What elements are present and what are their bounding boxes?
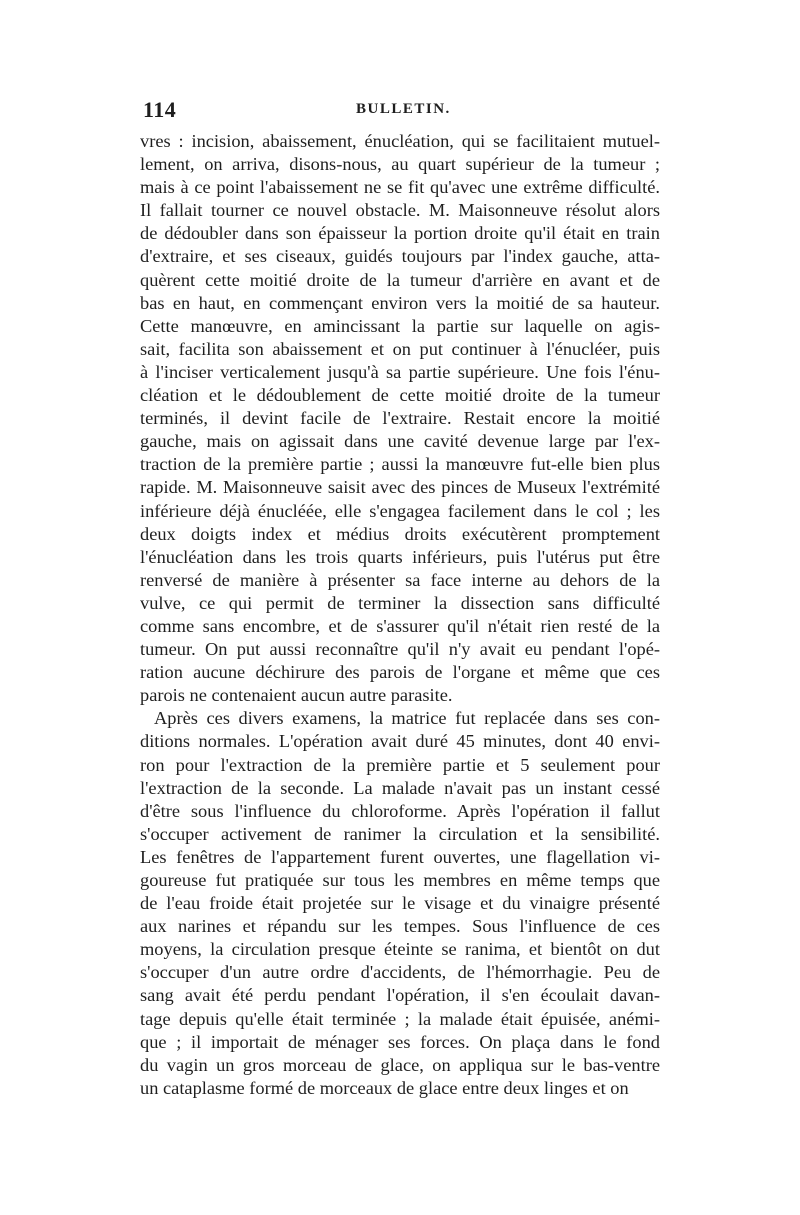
text-line: vulve, ce qui permit de terminer la dissection sans difficulté [140, 592, 660, 613]
text-line: l'extraction de la seconde. La malade n'avait pas un instant cessé [140, 777, 660, 798]
text-line: renversé de manière à présenter sa face interne au dehors de la [140, 569, 660, 590]
text-line: Après ces divers examens, la matrice fut replacée dans ses con- [154, 708, 660, 729]
text-line: tage depuis qu'elle était terminée ; la malade était épuisée, anémi- [140, 1008, 660, 1029]
text-line: sang avait été perdu pendant l'opération, il s'en écoulait davan- [140, 985, 660, 1006]
page-header [143, 97, 655, 123]
text-line: gauche, mais on agissait dans une cavité devenue large par l'ex- [140, 431, 660, 452]
text-line: parois ne contenaient aucun autre parasite. [140, 685, 453, 706]
text-line: s'occuper d'un autre ordre d'accidents, de l'hémorrhagie. Peu de [140, 962, 660, 983]
paragraph [140, 130, 660, 707]
text-line: de l'eau froide était projetée sur le visage et du vinaigre présenté [140, 893, 660, 914]
text-line: quèrent cette moitié droite de la tumeur d'arrière en avant et de [140, 269, 660, 290]
text-line: inférieure déjà énucléée, elle s'engagea facilement dans le col ; les [140, 500, 660, 521]
text-line: à l'inciser verticalement jusqu'à sa partie supérieure. Une fois l'énu- [140, 361, 660, 382]
text-line: bas en haut, en commençant environ vers la moitié de sa hauteur. [140, 292, 660, 313]
text-line: de dédoubler dans son épaisseur la portion droite qu'il était en train [140, 223, 660, 244]
text-line: traction de la première partie ; aussi la manœuvre fut-elle bien plus [140, 454, 660, 475]
text-line: ration aucune déchirure des parois de l'organe et même que ces [140, 662, 660, 683]
text-line: sait, facilita son abaissement et on put continuer à l'énucléer, puis [140, 338, 660, 359]
text-line: Cette manœuvre, en amincissant la partie sur laquelle on agis- [140, 315, 660, 336]
paragraph [140, 707, 660, 1100]
text-line: un cataplasme formé de morceaux de glace entre deux linges et on [140, 1077, 629, 1098]
text-line: l'énucléation dans les trois quarts inférieurs, puis l'utérus put être [140, 546, 660, 567]
text-line: comme sans encombre, et de s'assurer qu'il n'était rien resté de la [140, 615, 660, 636]
text-line: rapide. M. Maisonneuve saisit avec des pinces de Museux l'extrémité [140, 477, 660, 498]
text-line: deux doigts index et médius droits exécutèrent promptement [140, 523, 660, 544]
text-line: aux narines et répandu sur les tempes. Sous l'influence de ces [140, 916, 660, 937]
text-line: cléation et le dédoublement de cette moitié droite de la tumeur [140, 385, 660, 406]
running-head: BULLETIN. [356, 101, 451, 117]
text-line: s'occuper activement de ranimer la circulation et la sensibilité. [140, 823, 660, 844]
text-line: Il fallait tourner ce nouvel obstacle. M. Maisonneuve résolut alors [140, 200, 660, 221]
text-line: terminés, il devint facile de l'extraire. Restait encore la moitié [140, 408, 660, 429]
text-line: lement, on arriva, disons-nous, au quart supérieur de la tumeur ; [140, 154, 660, 175]
body-text [140, 130, 660, 1100]
text-line: Les fenêtres de l'appartement furent ouvertes, une flagellation vi- [140, 846, 660, 867]
text-line: ditions normales. L'opération avait duré 45 minutes, dont 40 envi- [140, 731, 660, 752]
text-line: que ; il importait de ménager ses forces. On plaça dans le fond [140, 1031, 660, 1052]
text-line: du vagin un gros morceau de glace, on appliqua sur le bas-ventre [140, 1054, 660, 1075]
text-line: tumeur. On put aussi reconnaître qu'il n'y avait eu pendant l'opé- [140, 639, 660, 660]
page-number: 114 [143, 97, 177, 122]
text-line: d'être sous l'influence du chloroforme. Après l'opération il fallut [140, 800, 660, 821]
text-line: vres : incision, abaissement, énucléation, qui se facilitaient mutuel- [140, 131, 660, 151]
text-line: ron pour l'extraction de la première partie et 5 seulement pour [140, 754, 660, 775]
text-line: mais à ce point l'abaissement ne se fit qu'avec une extrême difficulté. [140, 177, 660, 198]
text-line: d'extraire, et ses ciseaux, guidés toujours par l'index gauche, atta- [140, 246, 660, 267]
text-line: moyens, la circulation presque éteinte se ranima, et bientôt on dut [140, 939, 660, 960]
text-line: goureuse fut pratiquée sur tous les membres en même temps que [140, 870, 660, 890]
